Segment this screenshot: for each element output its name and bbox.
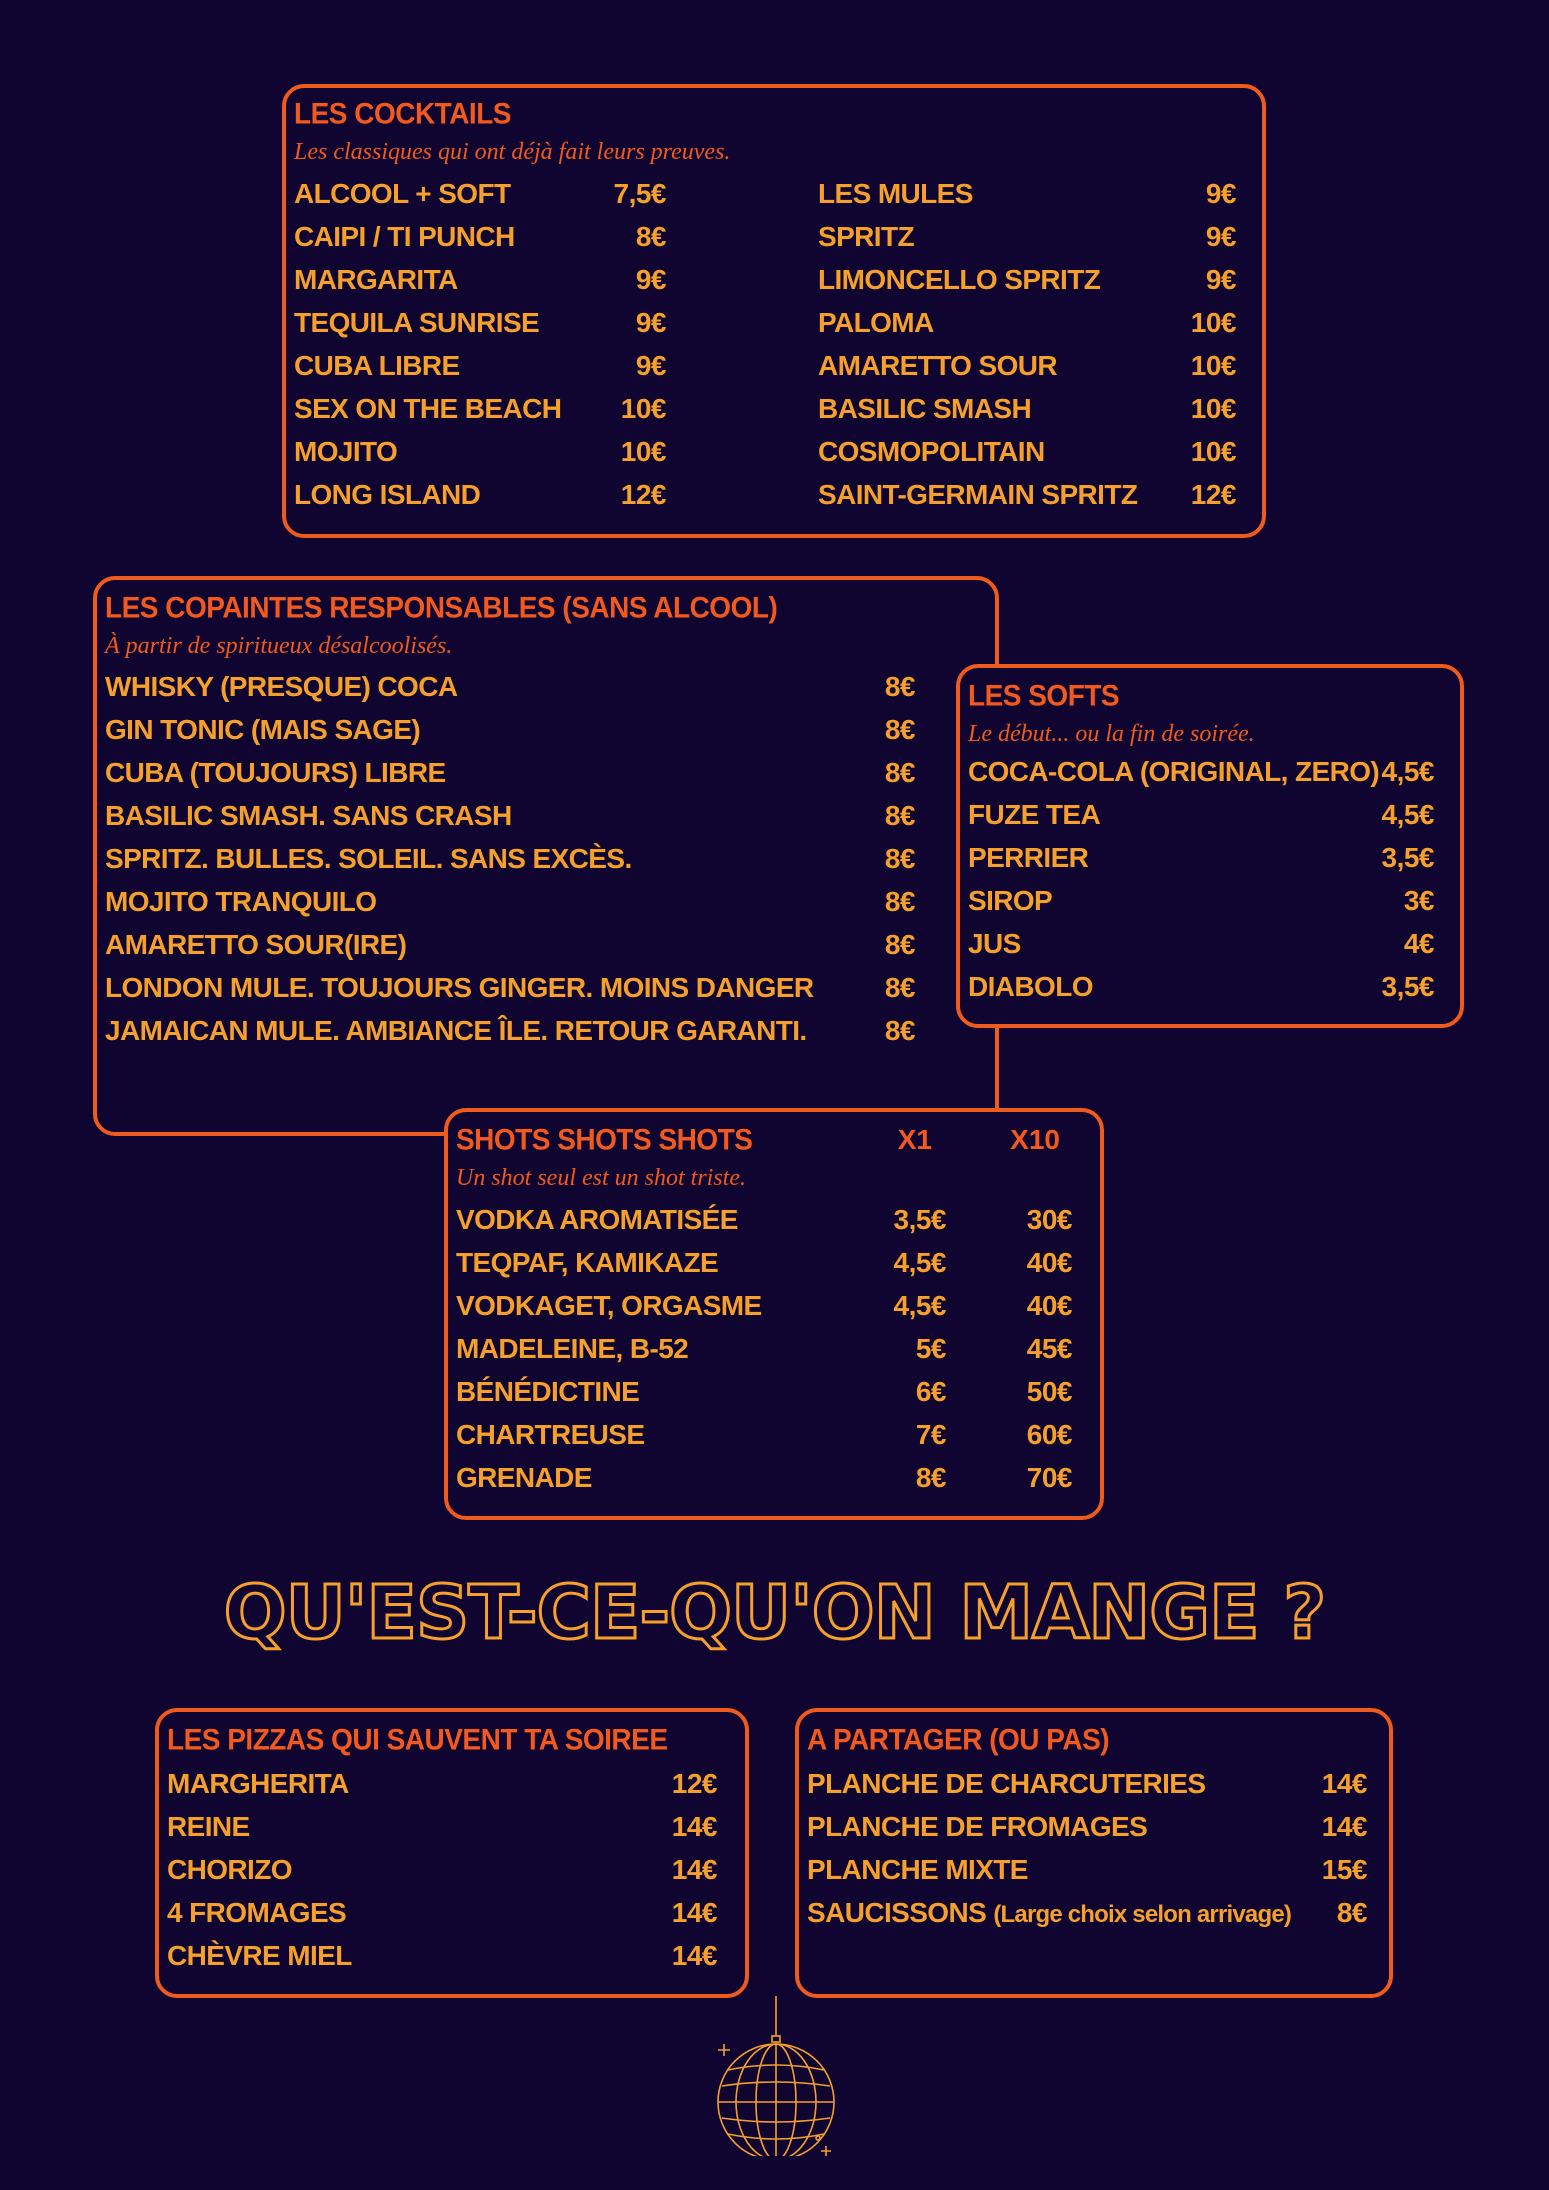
list-item: MADELEINE, B-52 [456, 1333, 689, 1364]
list-item: MARGARITA [294, 264, 458, 295]
list-item: AMARETTO SOUR(IRE) [105, 929, 407, 960]
item-price: 12€ [620, 479, 666, 510]
list-item: TEQUILA SUNRISE [294, 307, 540, 338]
item-price: 14€ [671, 1811, 717, 1842]
item-price: 3€ [1403, 885, 1434, 916]
copaintes-subtitle: À partir de spiritueux désalcoolisés. [105, 633, 453, 659]
list-item: GRENADE [456, 1462, 592, 1493]
list-item: LONDON MULE. TOUJOURS GINGER. MOINS DANGER [105, 972, 814, 1003]
item-price: 9€ [1205, 178, 1236, 209]
list-item: MOJITO [294, 436, 398, 467]
pizzas-card [155, 1708, 749, 1998]
list-item: CAIPI / TI PUNCH [294, 221, 515, 252]
item-price: 8€ [635, 221, 666, 252]
shots-subtitle: Un shot seul est un shot triste. [456, 1165, 747, 1191]
list-item [807, 1899, 1291, 1927]
item-price: 9€ [1205, 264, 1236, 295]
item-price-x1: 7€ [915, 1419, 946, 1450]
item-price-x10: 70€ [1026, 1462, 1072, 1493]
item-price-x1: 8€ [915, 1462, 946, 1493]
item-price-x1: 3,5€ [893, 1204, 946, 1235]
item-price: 4€ [1403, 928, 1434, 959]
list-item: SPRITZ [818, 221, 914, 252]
list-item: PLANCHE MIXTE [807, 1854, 1028, 1885]
softs-card [956, 664, 1464, 1028]
item-price-x1: 4,5€ [893, 1290, 946, 1321]
list-item: CHÈVRE MIEL [167, 1940, 352, 1971]
list-item: BÉNÉDICTINE [456, 1376, 640, 1407]
list-item: CUBA LIBRE [294, 350, 460, 381]
item-price: 8€ [884, 671, 915, 702]
disco-ball-icon [706, 1996, 846, 2156]
pizzas-title: LES PIZZAS QUI SAUVENT TA SOIREE [167, 1723, 668, 1756]
item-price: 14€ [1321, 1811, 1367, 1842]
shots-title: SHOTS SHOTS SHOTS [456, 1123, 753, 1156]
list-item: TEQPAF, KAMIKAZE [456, 1247, 719, 1278]
item-price: 14€ [671, 1940, 717, 1971]
list-item: CUBA (TOUJOURS) LIBRE [105, 757, 446, 788]
list-item: VODKAGET, ORGASME [456, 1290, 762, 1321]
cocktails-subtitle: Les classiques qui ont déjà fait leurs preuves. [294, 139, 731, 165]
list-item: SEX ON THE BEACH [294, 393, 562, 424]
item-price-x10: 40€ [1026, 1247, 1072, 1278]
item-price: 14€ [1321, 1768, 1367, 1799]
list-item: JUS [968, 928, 1021, 959]
copaintes-card [93, 576, 999, 1136]
list-item: SPRITZ. BULLES. SOLEIL. SANS EXCÈS. [105, 843, 632, 874]
item-price: 10€ [1190, 350, 1236, 381]
list-item: DIABOLO [968, 971, 1093, 1002]
list-item: AMARETTO SOUR [818, 350, 1058, 381]
item-price: 8€ [884, 757, 915, 788]
list-item: COSMOPOLITAIN [818, 436, 1045, 467]
item-price-x10: 40€ [1026, 1290, 1072, 1321]
item-price: 9€ [635, 307, 666, 338]
item-price-x10: 45€ [1026, 1333, 1072, 1364]
item-price: 8€ [884, 929, 915, 960]
item-price: 8€ [884, 714, 915, 745]
item-price: 10€ [1190, 393, 1236, 424]
item-price: 4,5€ [1381, 756, 1434, 787]
softs-subtitle: Le début... ou la fin de soirée. [968, 721, 1255, 747]
cocktails-title: LES COCKTAILS [294, 97, 511, 130]
list-item: ALCOOL + SOFT [294, 178, 511, 209]
partager-title: A PARTAGER (OU PAS) [807, 1723, 1110, 1756]
item-price-x10: 30€ [1026, 1204, 1072, 1235]
item-price: 3,5€ [1381, 842, 1434, 873]
item-price: 9€ [1205, 221, 1236, 252]
shots-card [444, 1108, 1104, 1520]
list-item: REINE [167, 1811, 250, 1842]
shots-header-x10: X10 [1010, 1124, 1060, 1155]
item-price: 8€ [884, 972, 915, 1003]
item-price: 10€ [620, 436, 666, 467]
list-item: SIROP [968, 885, 1053, 916]
list-item: COCA-COLA (ORIGINAL, ZERO) [968, 756, 1380, 787]
item-price: 15€ [1321, 1854, 1367, 1885]
item-price: 8€ [1336, 1897, 1367, 1928]
item-price: 14€ [671, 1897, 717, 1928]
softs-title: LES SOFTS [968, 679, 1120, 712]
item-price: 4,5€ [1381, 799, 1434, 830]
item-name-detail: (Large choix selon arrivage) [993, 1901, 1292, 1928]
list-item: BASILIC SMASH [818, 393, 1032, 424]
item-price: 8€ [884, 886, 915, 917]
list-item: PERRIER [968, 842, 1089, 873]
list-item: FUZE TEA [968, 799, 1101, 830]
list-item: JAMAICAN MULE. AMBIANCE ÎLE. RETOUR GARANTI. [105, 1015, 807, 1046]
list-item: CHARTREUSE [456, 1419, 645, 1450]
list-item: LONG ISLAND [294, 479, 481, 510]
list-item: WHISKY (PRESQUE) COCA [105, 671, 458, 702]
list-item: LIMONCELLO SPRITZ [818, 264, 1101, 295]
item-price-x1: 5€ [915, 1333, 946, 1364]
item-name: SAUCISSONS [807, 1897, 987, 1928]
list-item: VODKA AROMATISÉE [456, 1204, 738, 1235]
item-price: 10€ [620, 393, 666, 424]
item-price-x10: 60€ [1026, 1419, 1072, 1450]
list-item: BASILIC SMASH. SANS CRASH [105, 800, 512, 831]
list-item: PLANCHE DE FROMAGES [807, 1811, 1148, 1842]
list-item: 4 FROMAGES [167, 1897, 347, 1928]
list-item: MOJITO TRANQUILO [105, 886, 377, 917]
list-item: GIN TONIC (MAIS SAGE) [105, 714, 421, 745]
copaintes-title: LES COPAINTES RESPONSABLES (SANS ALCOOL) [105, 591, 778, 624]
food-heading: QU'EST-CE-QU'ON MANGE ? [223, 1570, 1326, 1656]
item-price: 9€ [635, 350, 666, 381]
list-item: PLANCHE DE CHARCUTERIES [807, 1768, 1206, 1799]
cocktails-card [282, 84, 1266, 538]
item-price: 3,5€ [1381, 971, 1434, 1002]
item-price: 8€ [884, 843, 915, 874]
item-price: 10€ [1190, 307, 1236, 338]
list-item: CHORIZO [167, 1854, 292, 1885]
item-price: 12€ [1190, 479, 1236, 510]
item-price: 8€ [884, 800, 915, 831]
list-item: MARGHERITA [167, 1768, 349, 1799]
item-price-x10: 50€ [1026, 1376, 1072, 1407]
item-price: 7,5€ [613, 178, 666, 209]
item-price: 8€ [884, 1015, 915, 1046]
list-item: SAINT-GERMAIN SPRITZ [818, 479, 1138, 510]
item-price: 9€ [635, 264, 666, 295]
item-price: 10€ [1190, 436, 1236, 467]
item-price-x1: 6€ [915, 1376, 946, 1407]
shots-header-x1: X1 [897, 1124, 932, 1155]
partager-card [795, 1708, 1393, 1998]
item-price-x1: 4,5€ [893, 1247, 946, 1278]
list-item: PALOMA [818, 307, 934, 338]
item-price: 14€ [671, 1854, 717, 1885]
list-item: LES MULES [818, 178, 973, 209]
item-price: 12€ [671, 1768, 717, 1799]
